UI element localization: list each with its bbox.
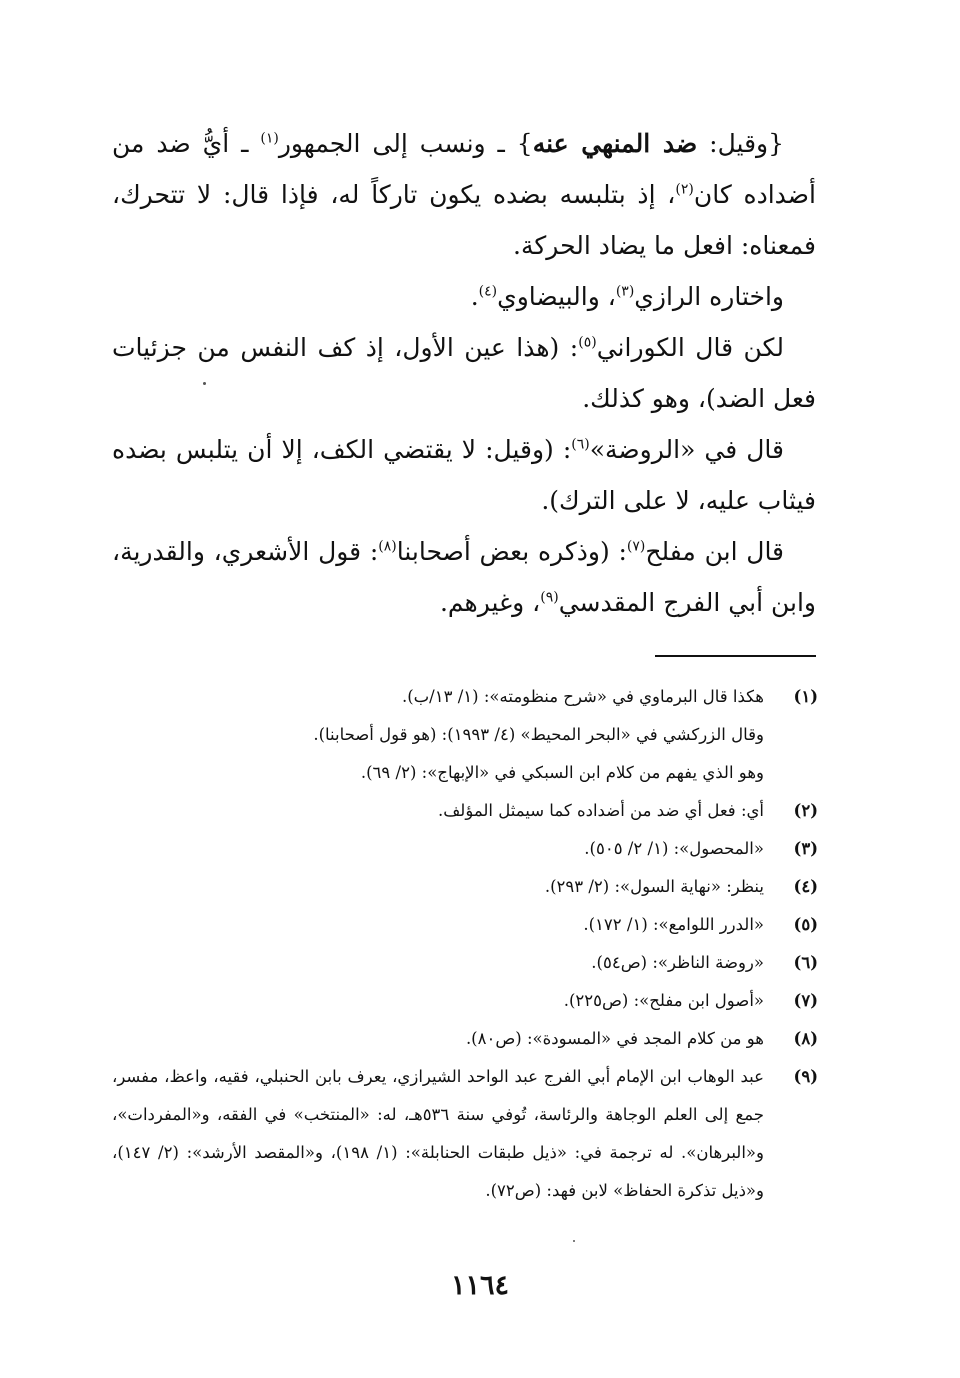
p4-text-a: قال في «الروضة» [589,435,784,464]
p3-text-a: لكن قال الكوراني [596,333,784,362]
footnote-9 [112,1058,818,1210]
p2-text-b: ، والبيضاوي [497,282,616,311]
p2-text-c: . [470,282,479,311]
footnote-number: (٨) [793,1029,818,1048]
footnote-number: (٧) [793,991,818,1010]
footnote-ref-2: (٢) [675,181,694,198]
footnote-line: وقال الزركشي في «البحر المحيط» (٤/ ١٩٩٣): (هو قول أصحابنا). [313,725,764,744]
paragraph-5 [112,526,816,628]
footnote-number: (٥) [793,915,818,934]
footnote-text: «الدرر اللوامع»: (١/ ١٧٢). [583,915,764,934]
footnote-text: عبد الوهاب ابن الإمام أبي الفرج عبد الواحد الشيرازي، يعرف بابن الحنبلي، فقيه، واعظ، مفسر، جمع إلى العلم الوجاهة والرئاسة، تُوفي سنة ٥٣٦هـ، له: «المنتخب» في الفقه، و«المفردات»، و«البرهان». له ترجمة في: «ذيل طبقات الحنابلة»: (١/ ١٩٨)، و«المقصد الأرشد»: (٢/ ١٤٧)، و«ذيل تذكرة الحفاظ» لابن فهد: (ص٧٢). [112,1067,764,1200]
main-text [112,118,816,628]
footnote-5 [112,906,818,944]
p1-text-c: } ـ ونسب إلى الجمهور [278,129,533,158]
p5-text-c: : قول الأشعري، والقدرية، وابن أبي الفرج المقدسي [112,537,816,617]
footnote-ref-6: (٦) [571,436,590,453]
scan-speck [573,1240,575,1242]
footnote-number: (٦) [793,953,818,972]
paragraph-4 [112,424,816,526]
footnote-text [112,678,764,792]
paragraph-2 [112,271,816,322]
footnote-number: (١) [793,687,818,706]
footnotes [112,678,818,1210]
footnote-number: (٢) [793,801,818,820]
footnote-7 [112,982,818,1020]
p5-text-b: : (وذكره بعض أصحابنا [396,537,627,566]
footnote-ref-4: (٤) [478,283,498,300]
footnote-text: «روضة الناظر»: (ص٥٤). [591,953,764,972]
footnote-2 [112,792,818,830]
page-number: ١١٦٤ [450,1270,509,1301]
footnote-4 [112,868,818,906]
p5-text-d: ، وغيرهم. [439,588,541,617]
footnote-text: ينظر: «نهاية السول»: (٢/ ٢٩٣). [544,877,764,896]
scan-speck [203,382,206,385]
footnote-ref-5: (٥) [578,334,597,351]
footnote-number: (٣) [793,839,818,858]
footnote-text: هو من كلام المجد في «المسودة»: (ص٨٠). [465,1029,764,1048]
footnote-ref-8: (٨) [378,538,397,555]
p1-text-d: ـ أيُّ ضد من أضداده كان [112,129,816,209]
p1-text-e: ، إذ بتلبسه بضده يكون تاركاً له، فإذا قال: لا تتحرك، فمعناه: افعل ما يضاد الحركة. [112,180,816,260]
p1-matn-bold: ضد المنهي عنه [532,129,698,158]
footnote-ref-3: (٣) [615,283,635,300]
footnote-text: أي: فعل أي ضد من أضداده كما سيمثل المؤلف. [437,801,764,820]
footnote-ref-9: (٩) [540,589,559,606]
footnote-ref-7: (٧) [626,538,646,555]
footnote-line: وهو الذي يفهم من كلام ابن السبكي في «الإبهاج»: (٢/ ٦٩). [360,763,764,782]
footnote-number: (٤) [793,877,818,896]
footnote-3 [112,830,818,868]
footnote-text: «أصول ابن مفلح»: (ص٢٢٥). [563,991,764,1010]
footnote-ref-1: (١) [260,130,279,147]
p5-text-a: قال ابن مفلح [645,537,785,566]
p3-text-b: : (هذا عين الأول، إذ كف النفس من جزئيات فعل الضد)، وهو كذلك. [112,333,816,413]
footnote-8 [112,1020,818,1058]
footnote-separator [655,655,816,657]
footnote-number: (٩) [793,1067,818,1086]
paragraph-3 [112,322,816,424]
paragraph-1 [112,118,816,271]
footnote-line: هكذا قال البرماوي في «شرح منظومته»: (١/ ١٣/ب). [401,687,764,706]
p2-text-a: واختاره الرازي [634,282,784,311]
footnote-1 [112,678,818,792]
footnote-text: «المحصول»: (١/ ٢/ ٥٠٥). [584,839,764,858]
p1-text-a: {وقيل: [697,129,784,158]
footnote-6 [112,944,818,982]
p4-text-b: : (وقيل: لا يقتضي الكف، إلا أن يتلبس بضده فيثاب عليه، لا على الترك). [112,435,816,515]
